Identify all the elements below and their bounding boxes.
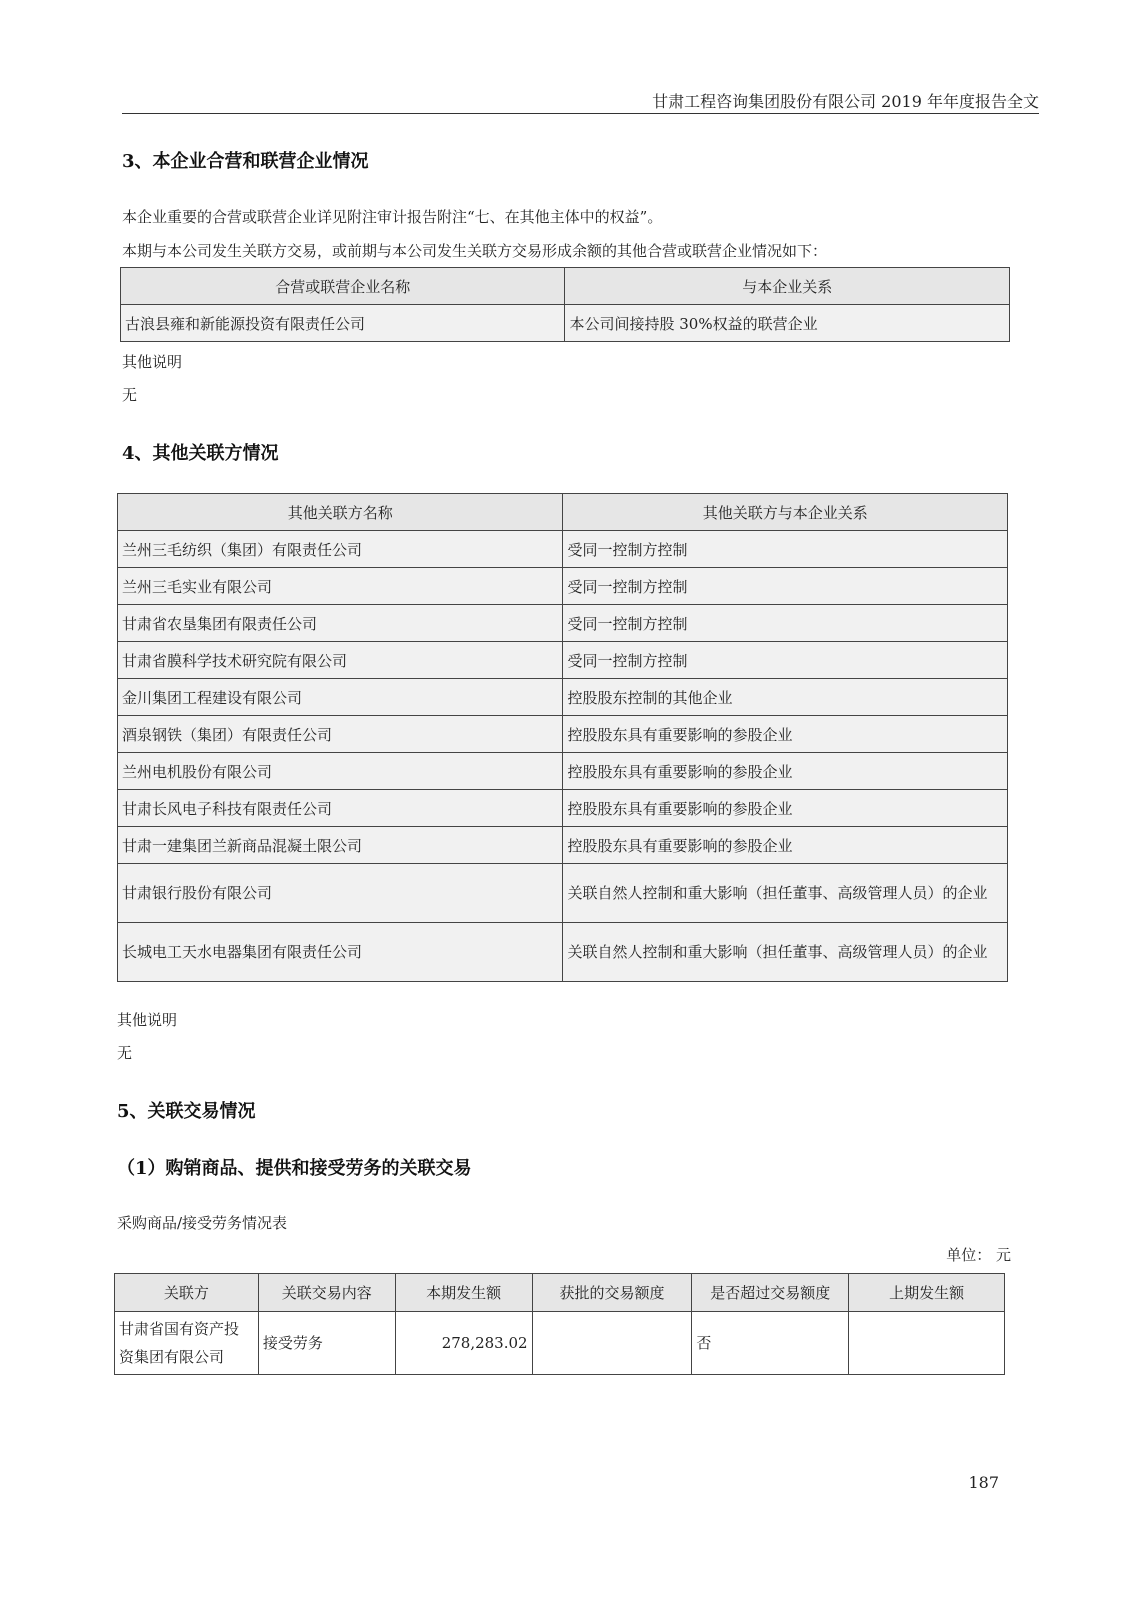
- section3-note-label: 其他说明: [122, 353, 183, 371]
- table-cell: 酒泉钢铁（集团）有限责任公司: [118, 716, 563, 753]
- table-cell: 甘肃省农垦集团有限责任公司: [118, 605, 563, 642]
- table-cell: 长城电工天水电器集团有限责任公司: [118, 923, 563, 982]
- table-caption: 采购商品/接受劳务情况表: [117, 1214, 288, 1232]
- purchase-transactions-table: [114, 1273, 1005, 1375]
- table-row: [121, 305, 1010, 342]
- column-header: 合营或联营企业名称: [121, 268, 565, 305]
- table-cell: 控股股东具有重要影响的参股企业: [563, 716, 1008, 753]
- table-row: [118, 716, 1008, 753]
- table-cell: 控股股东具有重要影响的参股企业: [563, 790, 1008, 827]
- section5-heading: 5、关联交易情况: [117, 1101, 256, 1122]
- section5-subheading: （1）购销商品、提供和接受劳务的关联交易: [117, 1158, 472, 1179]
- table-cell: 受同一控制方控制: [563, 642, 1008, 679]
- section3-heading: 3、本企业合营和联营企业情况: [122, 151, 369, 172]
- section4-note-value: 无: [117, 1044, 133, 1062]
- column-header: 本期发生额: [395, 1274, 532, 1312]
- table-row: [118, 790, 1008, 827]
- table-cell: 控股股东具有重要影响的参股企业: [563, 827, 1008, 864]
- report-header-title: 甘肃工程咨询集团股份有限公司 2019 年年度报告全文: [652, 92, 1039, 111]
- table-cell: 甘肃一建集团兰新商品混凝土限公司: [118, 827, 563, 864]
- table-row: [118, 531, 1008, 568]
- table-cell: 控股股东具有重要影响的参股企业: [563, 753, 1008, 790]
- table-cell: 甘肃长风电子科技有限责任公司: [118, 790, 563, 827]
- unit-label: 单位： 元: [946, 1246, 1011, 1264]
- column-header: 获批的交易额度: [532, 1274, 692, 1312]
- table-row: [118, 605, 1008, 642]
- page-number: 187: [968, 1473, 999, 1492]
- joint-venture-table: [120, 267, 1010, 342]
- section3-paragraph-2: 本期与本公司发生关联方交易，或前期与本公司发生关联方交易形成余额的其他合营或联营企业情况如下：: [122, 242, 828, 260]
- column-header: 其他关联方与本企业关系: [563, 494, 1008, 531]
- table-cell: 278,283.02: [395, 1312, 532, 1375]
- table-row: [118, 753, 1008, 790]
- table-row: [118, 864, 1008, 923]
- table-cell: 关联自然人控制和重大影响（担任董事、高级管理人员）的企业: [563, 864, 1008, 923]
- other-related-parties-table: [117, 493, 1008, 982]
- table-cell: 关联自然人控制和重大影响（担任董事、高级管理人员）的企业: [563, 923, 1008, 982]
- section3-paragraph-1: 本企业重要的合营或联营企业详见附注审计报告附注“七、在其他主体中的权益”。: [122, 208, 663, 226]
- table-cell: 兰州三毛纺织（集团）有限责任公司: [118, 531, 563, 568]
- table-cell: [849, 1312, 1005, 1375]
- table-cell: 兰州电机股份有限公司: [118, 753, 563, 790]
- section4-heading: 4、其他关联方情况: [122, 443, 279, 464]
- table-header-row: [118, 494, 1008, 531]
- table-cell: 否: [692, 1312, 849, 1375]
- table-cell: 本公司间接持股 30%权益的联营企业: [565, 305, 1010, 342]
- table-header-row: [121, 268, 1010, 305]
- column-header: 关联交易内容: [258, 1274, 395, 1312]
- column-header: 与本企业关系: [565, 268, 1010, 305]
- table-cell: 甘肃银行股份有限公司: [118, 864, 563, 923]
- table-cell: 甘肃省国有资产投资集团有限公司: [115, 1312, 259, 1375]
- table-cell: 接受劳务: [258, 1312, 395, 1375]
- table-cell: 甘肃省膜科学技术研究院有限公司: [118, 642, 563, 679]
- table-cell: 兰州三毛实业有限公司: [118, 568, 563, 605]
- table-cell: 金川集团工程建设有限公司: [118, 679, 563, 716]
- table-row: [118, 642, 1008, 679]
- table-header-row: [115, 1274, 1005, 1312]
- table-row: [118, 827, 1008, 864]
- column-header: 上期发生额: [849, 1274, 1005, 1312]
- column-header: 关联方: [115, 1274, 259, 1312]
- table-cell: 受同一控制方控制: [563, 605, 1008, 642]
- header-divider: [122, 113, 1039, 114]
- column-header: 其他关联方名称: [118, 494, 563, 531]
- table-cell: 古浪县雍和新能源投资有限责任公司: [121, 305, 565, 342]
- section3-note-value: 无: [122, 386, 138, 404]
- table-cell: 控股股东控制的其他企业: [563, 679, 1008, 716]
- table-row: [118, 679, 1008, 716]
- table-row: [115, 1312, 1005, 1375]
- table-row: [118, 923, 1008, 982]
- table-cell: [532, 1312, 692, 1375]
- table-cell: 受同一控制方控制: [563, 531, 1008, 568]
- column-header: 是否超过交易额度: [692, 1274, 849, 1312]
- section4-note-label: 其他说明: [117, 1011, 178, 1029]
- table-row: [118, 568, 1008, 605]
- table-cell: 受同一控制方控制: [563, 568, 1008, 605]
